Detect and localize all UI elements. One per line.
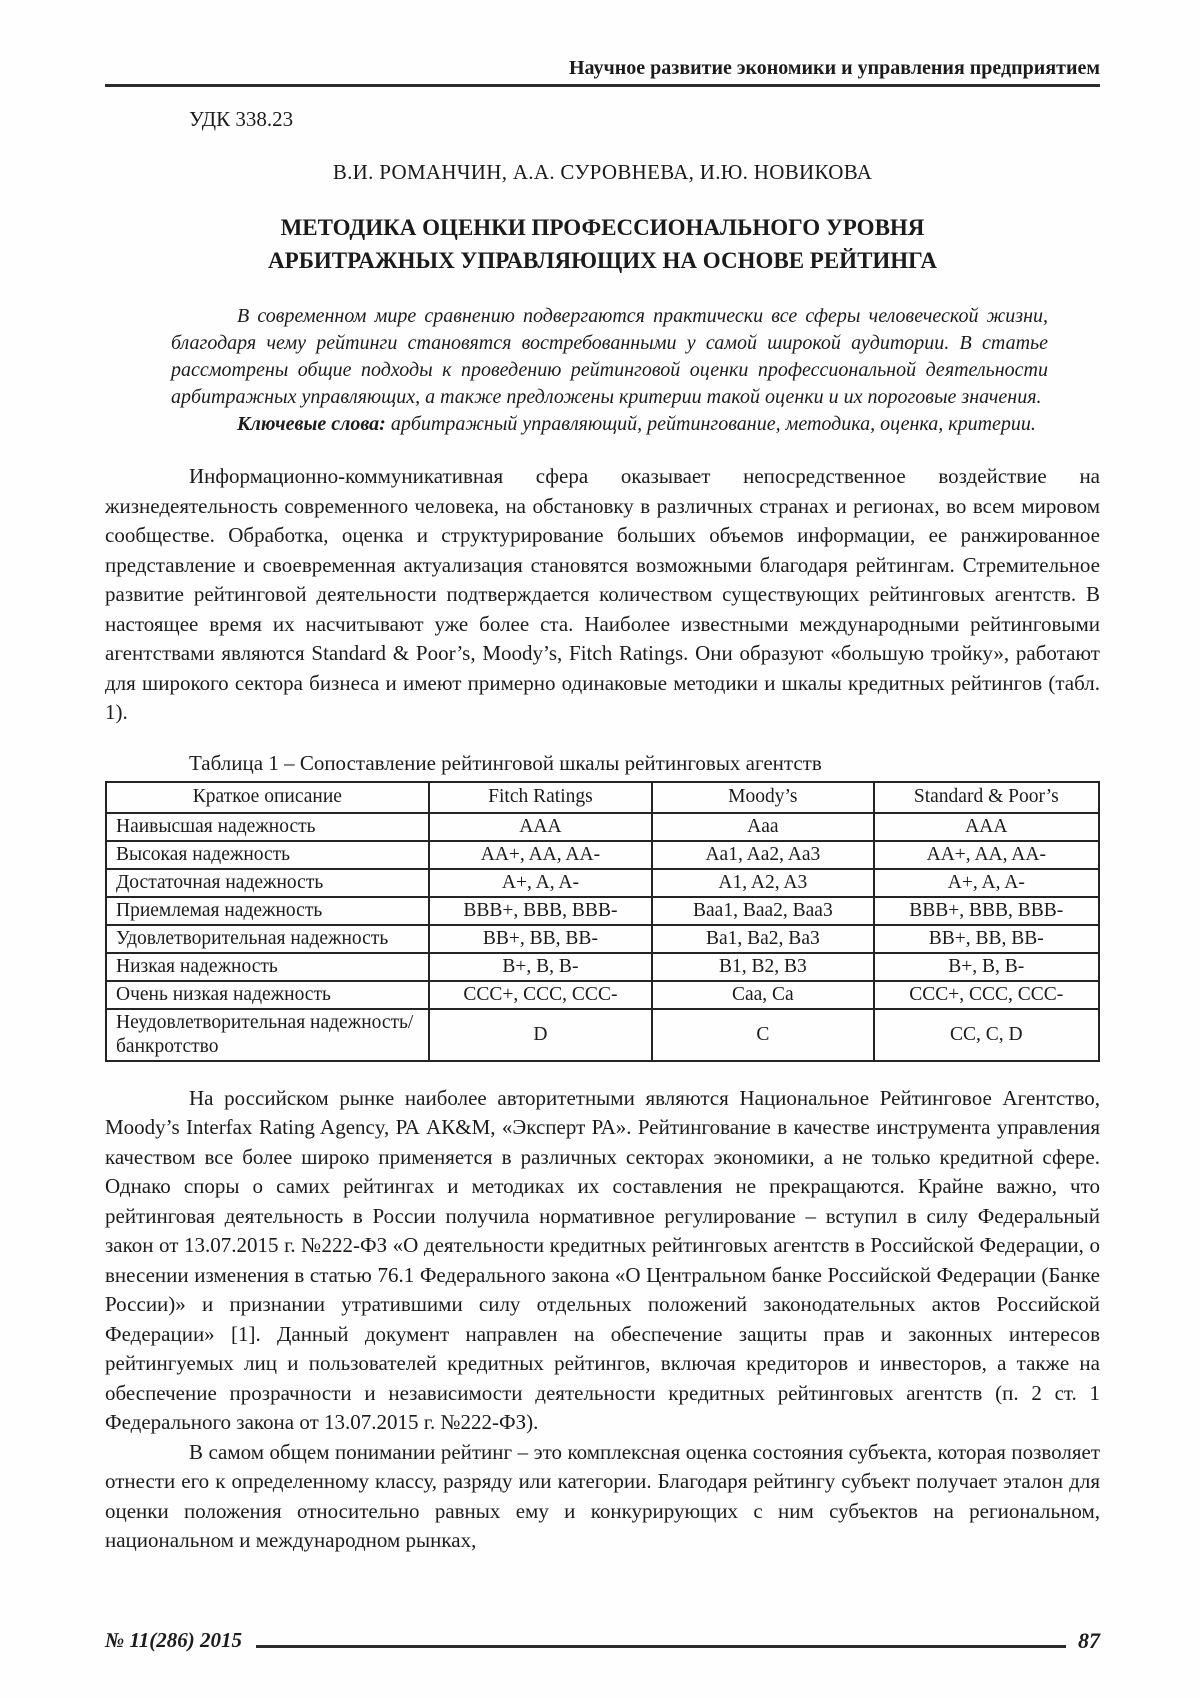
article-title <box>105 211 1100 277</box>
table-row <box>106 1009 1099 1061</box>
table-cell: B1, B2, B3 <box>652 953 873 981</box>
table-cell: AAA <box>874 813 1099 841</box>
ratings-comparison-table <box>105 781 1100 1062</box>
body-paragraph-2: На российском рынке наиболее авторитетными являются Национальное Рейтинговое Агентство, Moody’s Interfax Rating Agency, РА АК&М, «Эксперт РА». Рейтингование в качестве инструмента управления качеством все более широко применяется в различных секторах экономики, а не только кредитной сфере. Однако споры о самих рейтингах и методиках их составления не прекращаются. Крайне важно, что рейтинговая деятельность в России получила нормативное регулирование – вступил в силу Федеральный закон от 13.07.2015 г. №222-ФЗ «О деятельности кредитных рейтинговых агентств в Российской Федерации, о внесении изменения в статью 76.1 Федерального закона «О Центральном банке Российской Федерации (Банке России)» и признании утратившими силу отдельных положений законодательных актов Российской Федерации» [1]. Данный документ направлен на обеспечение защиты прав и законных интересов рейтингуемых лиц и пользователей кредитных рейтингов, включая кредиторов и инвесторов, а также на обеспечение прозрачности и независимости деятельности кредитных рейтинговых агентств (п. 2 ст. 1 Федерального закона от 13.07.2015 г. №222-ФЗ). <box>105 1085 1100 1434</box>
table-cell: A+, A, A- <box>429 869 652 897</box>
table-cell: B+, B, B- <box>874 953 1099 981</box>
table-row <box>106 813 1099 841</box>
table-cell: Низкая надежность <box>106 953 429 981</box>
table-cell: Наивысшая надежность <box>106 813 429 841</box>
table-cell: Baa1, Baa2, Baa3 <box>652 897 873 925</box>
table-header-fitch: Fitch Ratings <box>429 782 652 813</box>
keywords-text: арбитражный управляющий, рейтингование, методика, оценка, критерии. <box>385 413 1036 435</box>
table-cell: Aa1, Aa2, Aa3 <box>652 841 873 869</box>
table-cell: BBB+, BBB, BBB- <box>429 897 652 925</box>
table-row <box>106 869 1099 897</box>
article-title-line-2: АРБИТРАЖНЫХ УПРАВЛЯЮЩИХ НА ОСНОВЕ РЕЙТИНГА <box>268 248 937 273</box>
table-cell: Неудовлетворительная надежность/банкротство <box>106 1009 429 1061</box>
body-paragraph-3: В самом общем понимании рейтинг – это комплексная оценка состояния субъекта, которая позволяет отнести его к определенному классу, разряду или категории. Благодаря рейтингу субъект получает эталон для оценки положения относительно равных ему и конкурирующих с ним субъектов на региональном, национальном и международном рынках, <box>105 1439 1100 1552</box>
table-cell: Приемлемая надежность <box>106 897 429 925</box>
body-paragraph-1: Информационно-коммуникативная сфера оказывает непосредственное воздействие на жизнедеятельность современного человека, на обстановку в различных странах и регионах, во всем мировом сообществе. Обработка, оценка и структурирование больших объемов информации, ее ранжированное представление и своевременная актуализация становятся возможными благодаря рейтингам. Стремительное развитие рейтинговой деятельности подтверждается количеством существующих рейтинговых агентств. В настоящее время их насчитывают уже более ста. Наиболее известными международными рейтинговыми агентствами являются Standard & Poor’s, Moody’s, Fitch Ratings. Они образуют «большую тройку», работают для широкого сектора бизнеса и имеют примерно одинаковые методики и шкалы кредитных рейтингов (табл. 1). <box>105 464 1100 724</box>
table-cell: Caa, Ca <box>652 981 873 1009</box>
table-cell: AA+, AA, AA- <box>429 841 652 869</box>
table-caption: Таблица 1 – Сопоставление рейтинговой шкалы рейтинговых агентств <box>189 750 822 775</box>
table-cell: BBB+, BBB, BBB- <box>874 897 1099 925</box>
running-header: Научное развитие экономики и управления предприятием <box>105 56 1100 87</box>
table-cell: A+, A, A- <box>874 869 1099 897</box>
table-cell: Удовлетворительная надежность <box>106 925 429 953</box>
page-footer <box>105 1628 1100 1653</box>
table-header-description: Краткое описание <box>106 782 429 813</box>
footer-issue: № 11(286) 2015 <box>105 1628 243 1652</box>
footer-page-number: 87 <box>1078 1628 1100 1653</box>
udk-code: УДК 338.23 <box>189 107 294 131</box>
table-cell: A1, A2, A3 <box>652 869 873 897</box>
table-cell: Достаточная надежность <box>106 869 429 897</box>
footer-rule <box>256 1645 1066 1648</box>
table-row <box>106 841 1099 869</box>
table-header-sp: Standard & Poor’s <box>874 782 1099 813</box>
keywords-label: Ключевые слова: <box>237 413 386 435</box>
table-cell: CCC+, CCC, CCC- <box>874 981 1099 1009</box>
table-cell: BB+, BB, BB- <box>429 925 652 953</box>
table-cell: AA+, AA, AA- <box>874 841 1099 869</box>
table-cell: CC, C, D <box>874 1009 1099 1061</box>
table-row <box>106 925 1099 953</box>
table-cell: C <box>652 1009 873 1061</box>
table-cell: Ba1, Ba2, Ba3 <box>652 925 873 953</box>
keywords-line <box>171 411 1048 438</box>
table-cell: BB+, BB, BB- <box>874 925 1099 953</box>
table-row <box>106 953 1099 981</box>
table-cell: Высокая надежность <box>106 841 429 869</box>
abstract-text: В современном мире сравнению подвергаются практически все сферы человеческой жизни, благодаря чему рейтинги становятся востребованными у самой широкой аудитории. В статье рассмотрены общие подходы к проведению рейтинговой оценки профессиональной деятельности арбитражных управляющих, а также предложены критерии такой оценки и их пороговые значения. <box>171 305 1048 408</box>
table-cell: Очень низкая надежность <box>106 981 429 1009</box>
table-row <box>106 897 1099 925</box>
article-title-line-1: МЕТОДИКА ОЦЕНКИ ПРОФЕССИОНАЛЬНОГО УРОВНЯ <box>280 215 925 240</box>
authors-line: В.И. РОМАНЧИН, А.А. СУРОВНЕВА, И.Ю. НОВИКОВА <box>332 160 873 184</box>
table-cell: AAA <box>429 813 652 841</box>
table-cell: Aaa <box>652 813 873 841</box>
abstract-block <box>171 303 1048 438</box>
table-header-row <box>106 782 1099 813</box>
table-cell: D <box>429 1009 652 1061</box>
table-cell: CCC+, CCC, CCC- <box>429 981 652 1009</box>
table-row <box>106 981 1099 1009</box>
table-header-moodys: Moody’s <box>652 782 873 813</box>
table-cell: B+, B, B- <box>429 953 652 981</box>
